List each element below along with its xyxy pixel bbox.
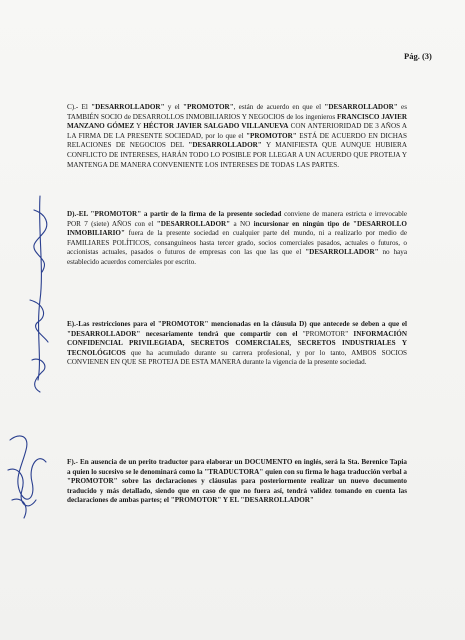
clause-c-paragraph: C).- El "DESARROLLADOR" y el "PROMOTOR", están de acuerdo en que el "DESARROLLADOR" es TAMBIÉN SOCIO de DESARROLLOS INMOBILIARIOS Y NEGOCIOS de los ingenieros FRANCISCO JAVIER MANZANO GÓMEZ Y HÉCTOR JAVIER SALGADO VILLANUEVA CON ANTERIORIDAD DE 3 AÑOS A LA FIRMA DE LA PRESENTE SOCIEDAD, por lo que el "PROMOTOR" ESTÁ DE ACUERDO EN DICHAS RELACIONES DE NEGOCIOS DEL "DESARROLLADOR" Y MANIFIESTA QUE AUNQUE HUBIERA CONFLICTO DE INTERESES, HARÁN TODO LO POSIBLE POR LLEGAR A UN ACUERDO QUE PROTEJA Y MANTENGA DE MANERA CONVENIENTE LOS INTERESES DE TODAS LAS PARTES. xyxy=(67,103,408,169)
handwritten-signatures xyxy=(0,0,70,640)
page-number: Pág. (3) xyxy=(404,51,432,61)
clause-d-paragraph: D).-EL "PROMOTOR" a partir de la firma de la presente sociedad conviene de manera estricta e irrevocable POR 7 (siete) AÑOS con el "DESARROLLADOR" a NO incursionar en ningún tipo de "DESARROLLO INMOBILIARIO" fuera de la presente sociedad en cualquier parte del mundo, ni a realizarlo por medio de FAMILIARES POLÍTICOS, consanguíneos hasta tercer grado, socios comerciales pasados, actuales o futuros, o accionistas actuales, pasados o futuros de empresas con las que las que el "DESARROLLADOR" no haya establecido acuerdos comerciales por escrito. xyxy=(67,210,407,266)
clause-e-paragraph: E).-Las restricciones para el "PROMOTOR" mencionadas en la cláusula D) que antecede se deben a que el "DESARROLLADOR" necesariamente tendrá que compartir con el "PROMOTOR" INFORMACIÓN CONFIDENCIAL PRIVILEGIADA, SECRETOS COMERCIALES, SECRETOS INDUSTRIALES Y TECNOLÓGICOS que ha acumulado durante su carrera profesional, y por lo tanto, AMBOS SOCIOS CONVIENEN EN QUE SE PROTEJA DE ESTA MANERA durante la vigencia de la presente sociedad. xyxy=(67,320,407,367)
signature-upper xyxy=(30,196,48,392)
signature-lower xyxy=(8,436,46,518)
clause-f-paragraph: F).- En ausencia de un perito traductor para elaborar un DOCUMENTO en inglés, será la Sta. Berenice Tapia a quien lo sucesivo se le denominará como la "TRADUCTORA" quien con su firma le haga traducción verbal a "PROMOTOR" sobre las declaraciones y cláusulas para posteriormente realizar un nuevo documento traducido y más detallado, siendo que en caso de que no fuera así, tendrá validez tomando en cuenta las declaraciones de ambas partes; el "PROMOTOR" Y EL "DESARROLLADOR" xyxy=(67,458,407,505)
